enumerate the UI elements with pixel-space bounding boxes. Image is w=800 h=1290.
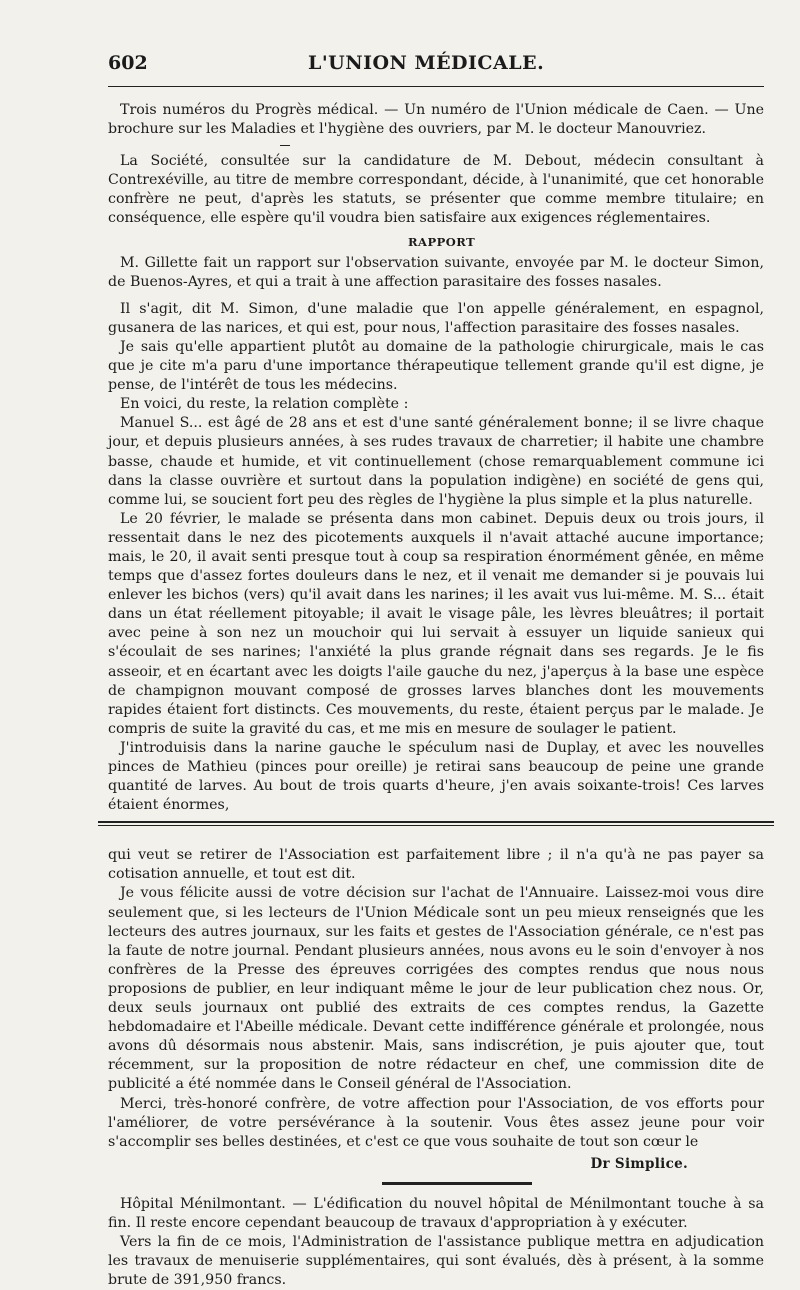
paragraph: Je sais qu'elle appartient plutôt au domaine de la pathologie chirurgicale, mais le cas que je cite m'a paru d'une importance thérapeutique tellement grande qu'il est digne, je pense, de l'intérêt de tous les médecins. <box>108 338 764 394</box>
paragraph: Trois numéros du Progrès médical. — Un numéro de l'Union médicale de Caen. — Une brochure sur les Maladies et l'hygiène des ouvriers, par M. le docteur Manouvriez. <box>108 102 764 138</box>
separator-rule <box>280 145 290 146</box>
news-block <box>108 1195 764 1290</box>
page-number: 602 <box>108 52 148 74</box>
journal-title: L'UNION MÉDICALE. <box>308 52 545 74</box>
paragraph: qui veut se retirer de l'Association est parfaitement libre ; il n'a qu'à ne pas payer sa cotisation annuelle, et tout est dit. <box>108 847 764 883</box>
feuilleton-divider <box>98 821 774 826</box>
top-block <box>108 101 764 229</box>
lower-block <box>108 846 764 1172</box>
rapport-section <box>108 254 764 816</box>
paragraph: La Société, consultée sur la candidature de M. Debout, médecin consultant à Contrexéville, au titre de membre correspondant, décide, à l'unanimité, que cet honorable confrère ne peut, d'après les statuts, se présenter que comme membre titulaire; en conséquence, elle espère qu'il voudra bien satisfaire aux exigences réglementaires. <box>108 153 764 227</box>
paragraph: Manuel S... est âgé de 28 ans et est d'une santé généralement bonne; il se livre chaque jour, et depuis plusieurs années, à ses rudes travaux de charretier; il habite une chambre basse, chaude et humide, et vit continuellement (chose remarquablement commune ici dans la classe ouvrière et surtout dans la population indigène) en société de gens qui, comme lui, se soucient fort peu des règles de l'hygiène la plus simple et la plus naturelle. <box>108 415 764 508</box>
paragraph: En voici, du reste, la relation complète : <box>120 396 409 413</box>
page-header <box>108 52 764 87</box>
signature: Dr Simplice. <box>590 1155 688 1172</box>
paragraph: M. Gillette fait un rapport sur l'observation suivante, envoyée par M. le docteur Simon, de Buenos-Ayres, et qui a trait à une affection parasitaire des fosses nasales. <box>108 254 764 290</box>
paragraph: Merci, très-honoré confrère, de votre affection pour l'Association, de vos efforts pour l'améliorer, de votre persévérance à la soutenir. Vous êtes assez jeune pour voir s'accomplir ses belles destinées, et c'est ce que vous souhaite de tout son cœur le <box>108 1095 764 1150</box>
paragraph: Le 20 février, le malade se présenta dans mon cabinet. Depuis deux ou trois jours, il ressentait dans le nez des picotements auxquels il n'avait attaché aucune importance; mais, le 20, il avait senti presque tout à coup sa respiration énormément gênée, en même temps que d'assez fortes douleurs dans le nez, et il venait me demander si je pouvais lui enlever les bichos (vers) qu'il avait dans les narines; il les avait vus lui-même. M. S... était dans un état réellement pitoyable; il avait le visage pâle, les lèvres bleuâtres; il portait avec peine à son nez un mouchoir qui lui servait à essuyer un liquide sanieux qui s'écoulait de ses narines; l'anxiété la plus grande régnait dans ses regards. Je le fis asseoir, et en écartant avec les doigts l'aile gauche du nez, j'aperçus à la base une espèce de champignon mouvant composé de grosses larves blanches dont les mouvements rapides étaient fort distincts. Ces mouvements, du reste, étaient perçus par le malade. Je compris de suite la gravité du cas, et me mis en mesure de soulager le patient. <box>108 510 764 737</box>
paragraph: Il s'agit, dit M. Simon, d'une maladie que l'on appelle généralement, en espagnol, gusanera de las narices, et qui est, pour nous, l'affection parasitaire des fosses nasales. <box>108 300 764 336</box>
section-heading: RAPPORT <box>408 234 476 249</box>
paragraph: Je vous félicite aussi de votre décision sur l'achat de l'Annuaire. Laissez-moi vous dire seulement que, si les lecteurs de l'Union Médicale sont un peu mieux renseignés que les lecteurs des autres journaux, sur les faits et gestes de l'Association générale, ce n'est pas la faute de notre journal. Pendant plusieurs années, nous avons eu le soin d'envoyer à nos confrères de la Presse des épreuves corrigées des comptes rendus que nous nous proposions de publier, en leur indiquant même le jour de leur publication chez nous. Or, deux seuls journaux ont publié des extraits de ces comptes rendus, la Gazette hebdomadaire et l'Abeille médicale. Devant cette indifférence générale et prolongée, nous avons dû désormais nous abstenir. Mais, sans indiscrétion, je puis ajouter que, tout récemment, sur la proposition de notre rédacteur en chef, une commission dite de publicité a été nommée dans le Conseil général de l'Association. <box>108 885 764 1093</box>
paragraph: Hôpital Ménilmontant. — L'édification du nouvel hôpital de Ménilmontant touche à sa fin. Il reste encore cependant beaucoup de travaux d'appropriation à y exécuter. <box>108 1195 764 1231</box>
paragraph: Vers la fin de ce mois, l'Administration de l'assistance publique mettra en adjudication les travaux de menuiserie supplémentaires, qui sont évalués, dès à présent, à la somme brute de 391,950 francs. <box>108 1233 764 1289</box>
paragraph: J'introduisis dans la narine gauche le spéculum nasi de Duplay, et avec les nouvelles pinces de Mathieu (pinces pour oreille) je retirai sans beaucoup de peine une grande quantité de larves. Au bout de trois quarts d'heure, j'en avais soixante-trois! Ces larves étaient énormes, <box>108 739 764 814</box>
section-separator <box>382 1182 532 1185</box>
